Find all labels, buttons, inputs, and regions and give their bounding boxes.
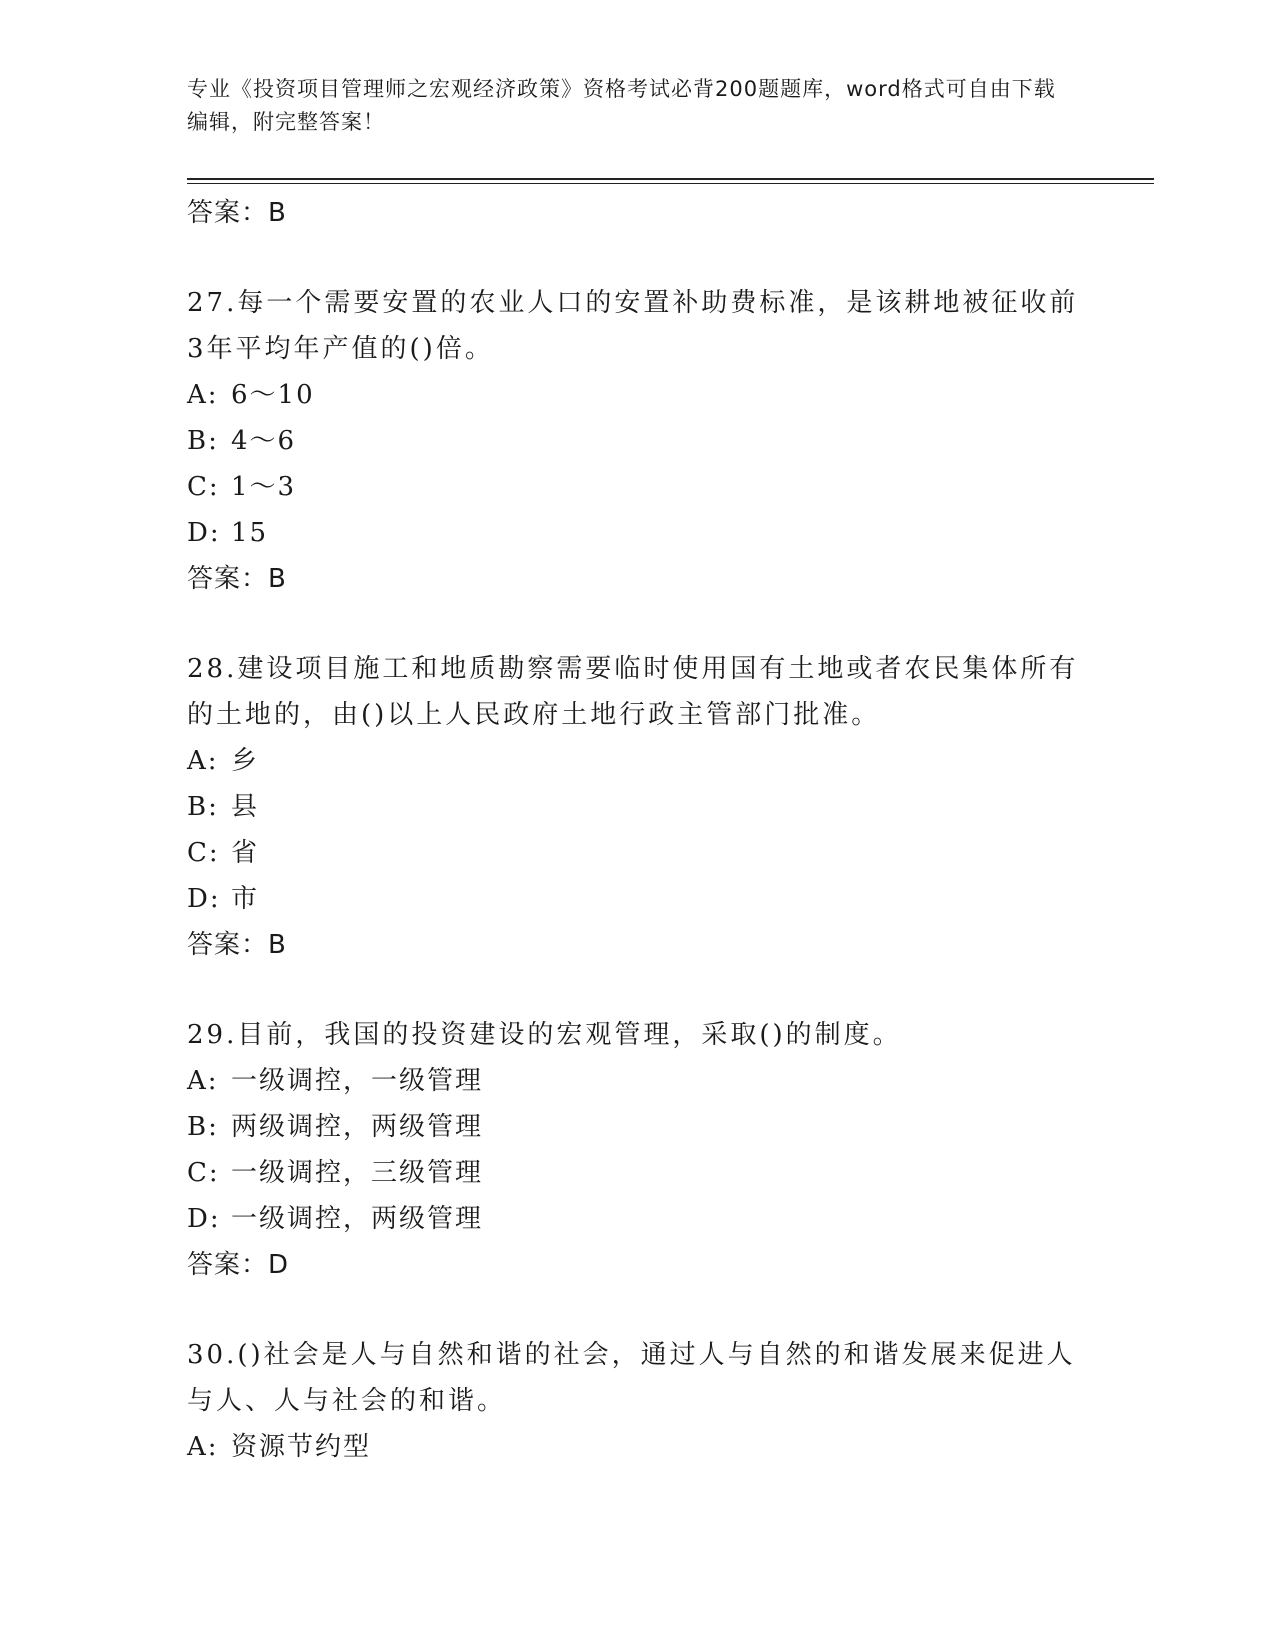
answer-line: 答案：B [187, 564, 287, 594]
option-d [187, 1196, 1087, 1242]
option-text: 15 [231, 518, 269, 548]
option-letter: C: [187, 472, 220, 502]
option-text: 两级调控，两级管理 [231, 1112, 484, 1142]
question-item [187, 646, 1087, 968]
option-letter: A: [187, 1432, 219, 1462]
option-c [187, 830, 1087, 876]
option-d [187, 510, 1087, 556]
option-letter: D: [187, 1204, 221, 1234]
option-text: 县 [231, 792, 260, 822]
option-letter: D: [187, 884, 221, 914]
option-text: 资源节约型 [231, 1432, 372, 1462]
question-stem: 27.每一个需要安置的农业人口的安置补助费标准，是该耕地被征收前3年平均年产值的()倍。 [187, 288, 1079, 364]
answer-line: 答案：B [187, 930, 287, 960]
option-letter: C: [187, 1158, 220, 1188]
option-b [187, 784, 1087, 830]
option-text: 一级调控，三级管理 [231, 1158, 484, 1188]
option-d [187, 876, 1087, 922]
option-b [187, 1104, 1087, 1150]
question-stem: 28.建设项目施工和地质勘察需要临时使用国有土地或者农民集体所有的土地的，由()以上人民政府土地行政主管部门批准。 [187, 654, 1079, 730]
option-letter: A: [187, 746, 219, 776]
question-item [187, 1012, 1087, 1288]
option-letter: B: [187, 1112, 219, 1142]
option-a [187, 1058, 1087, 1104]
option-letter: A: [187, 1066, 219, 1096]
option-text: 6～10 [231, 380, 315, 410]
option-b [187, 418, 1087, 464]
option-c [187, 1150, 1087, 1196]
page-header: 专业《投资项目管理师之宏观经济政策》资格考试必背200题题库，word格式可自由下载编辑，附完整答案！ [187, 77, 1056, 134]
question-stem: 29.目前，我国的投资建设的宏观管理，采取()的制度。 [187, 1020, 902, 1050]
option-text: 4～6 [231, 426, 297, 456]
option-letter: C: [187, 838, 220, 868]
option-text: 省 [231, 838, 260, 868]
option-letter: A: [187, 380, 219, 410]
question-item [187, 280, 1087, 602]
option-c [187, 464, 1087, 510]
option-text: 一级调控，一级管理 [231, 1066, 484, 1096]
option-letter: D: [187, 518, 221, 548]
option-a [187, 1424, 1087, 1470]
option-letter: B: [187, 792, 219, 822]
header-divider [187, 178, 1154, 184]
option-text: 1～3 [231, 472, 297, 502]
document-body [187, 190, 1087, 1470]
answer-line: 答案：D [187, 1250, 290, 1280]
question-stem: 30.()社会是人与自然和谐的社会，通过人与自然的和谐发展来促进人与人、人与社会的和谐。 [187, 1340, 1076, 1416]
question-item [187, 1332, 1087, 1470]
option-a [187, 738, 1087, 784]
option-a [187, 372, 1087, 418]
option-letter: B: [187, 426, 219, 456]
option-text: 市 [231, 884, 260, 914]
answer-line: 答案：B [187, 198, 287, 228]
option-text: 一级调控，两级管理 [231, 1204, 484, 1234]
option-text: 乡 [231, 746, 260, 776]
